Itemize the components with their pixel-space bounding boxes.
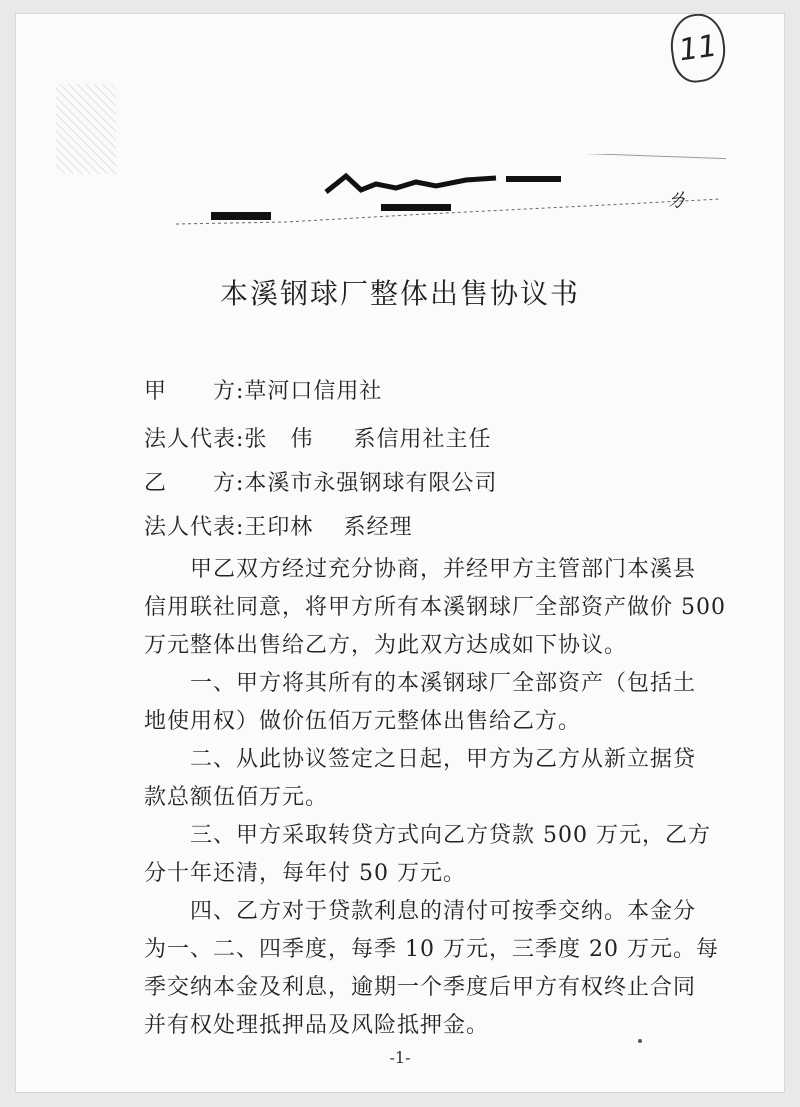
body-line: 二、从此协议签定之日起，甲方为乙方从新立据贷 xyxy=(144,747,697,772)
party-b-line xyxy=(144,466,497,497)
redaction-scribble xyxy=(166,154,726,234)
scan-smudge xyxy=(56,84,116,174)
body-line: 款总额伍佰万元。 xyxy=(144,785,329,810)
body-line: 季交纳本金及利息，逾期一个季度后甲方有权终止合同 xyxy=(144,975,697,1000)
scan-dot xyxy=(638,1039,642,1043)
body-line: 三、甲方采取转贷方式向乙方贷款 500 万元，乙方 xyxy=(144,823,711,848)
party-b-rep-line xyxy=(144,510,412,541)
body-line: 信用联社同意，将甲方所有本溪钢球厂全部资产做价 500 xyxy=(144,595,726,620)
body-line: 四、乙方对于贷款利息的清付可按季交纳。本金分 xyxy=(144,899,697,924)
party-b-value: 本溪市永强钢球有限公司 xyxy=(244,471,498,496)
party-b-rep-title: 系经理 xyxy=(343,515,413,540)
party-b-label: 乙 方: xyxy=(144,471,245,496)
party-a-rep-title: 系信用社主任 xyxy=(353,427,492,452)
body-line: 分十年还清，每年付 50 万元。 xyxy=(144,861,466,886)
page-mark-text: 11 xyxy=(676,28,720,68)
page-footer: -1- xyxy=(389,1048,411,1067)
party-a-line xyxy=(144,374,382,405)
party-a-rep-line xyxy=(144,422,491,453)
body-line: 为一、二、四季度，每季 10 万元，三季度 20 万元。每 xyxy=(144,937,719,962)
body-line: 万元整体出售给乙方，为此双方达成如下协议。 xyxy=(144,633,628,658)
party-a-rep-name: 张 伟 xyxy=(244,427,314,452)
handwritten-corner-mark xyxy=(664,179,688,214)
body-line: 并有权处理抵押品及风险抵押金。 xyxy=(144,1013,490,1038)
body-line: 地使用权）做价伍佰万元整体出售给乙方。 xyxy=(144,709,582,734)
party-b-rep-label: 法人代表: xyxy=(144,515,245,540)
party-a-rep-label: 法人代表: xyxy=(144,427,245,452)
party-a-label: 甲 方: xyxy=(144,379,245,404)
body-line: 甲乙双方经过充分协商，并经甲方主管部门本溪县 xyxy=(144,557,697,582)
party-a-value: 草河口信用社 xyxy=(244,379,383,404)
handwritten-page-mark xyxy=(667,14,730,85)
document-page xyxy=(16,14,784,1092)
party-b-rep-name: 王印林 xyxy=(244,515,314,540)
corner-mark-text: ㄌ xyxy=(664,185,688,213)
document-title: 本溪钢球厂整体出售协议书 xyxy=(219,277,580,310)
body-line: 一、甲方将其所有的本溪钢球厂全部资产（包括土 xyxy=(144,671,697,696)
